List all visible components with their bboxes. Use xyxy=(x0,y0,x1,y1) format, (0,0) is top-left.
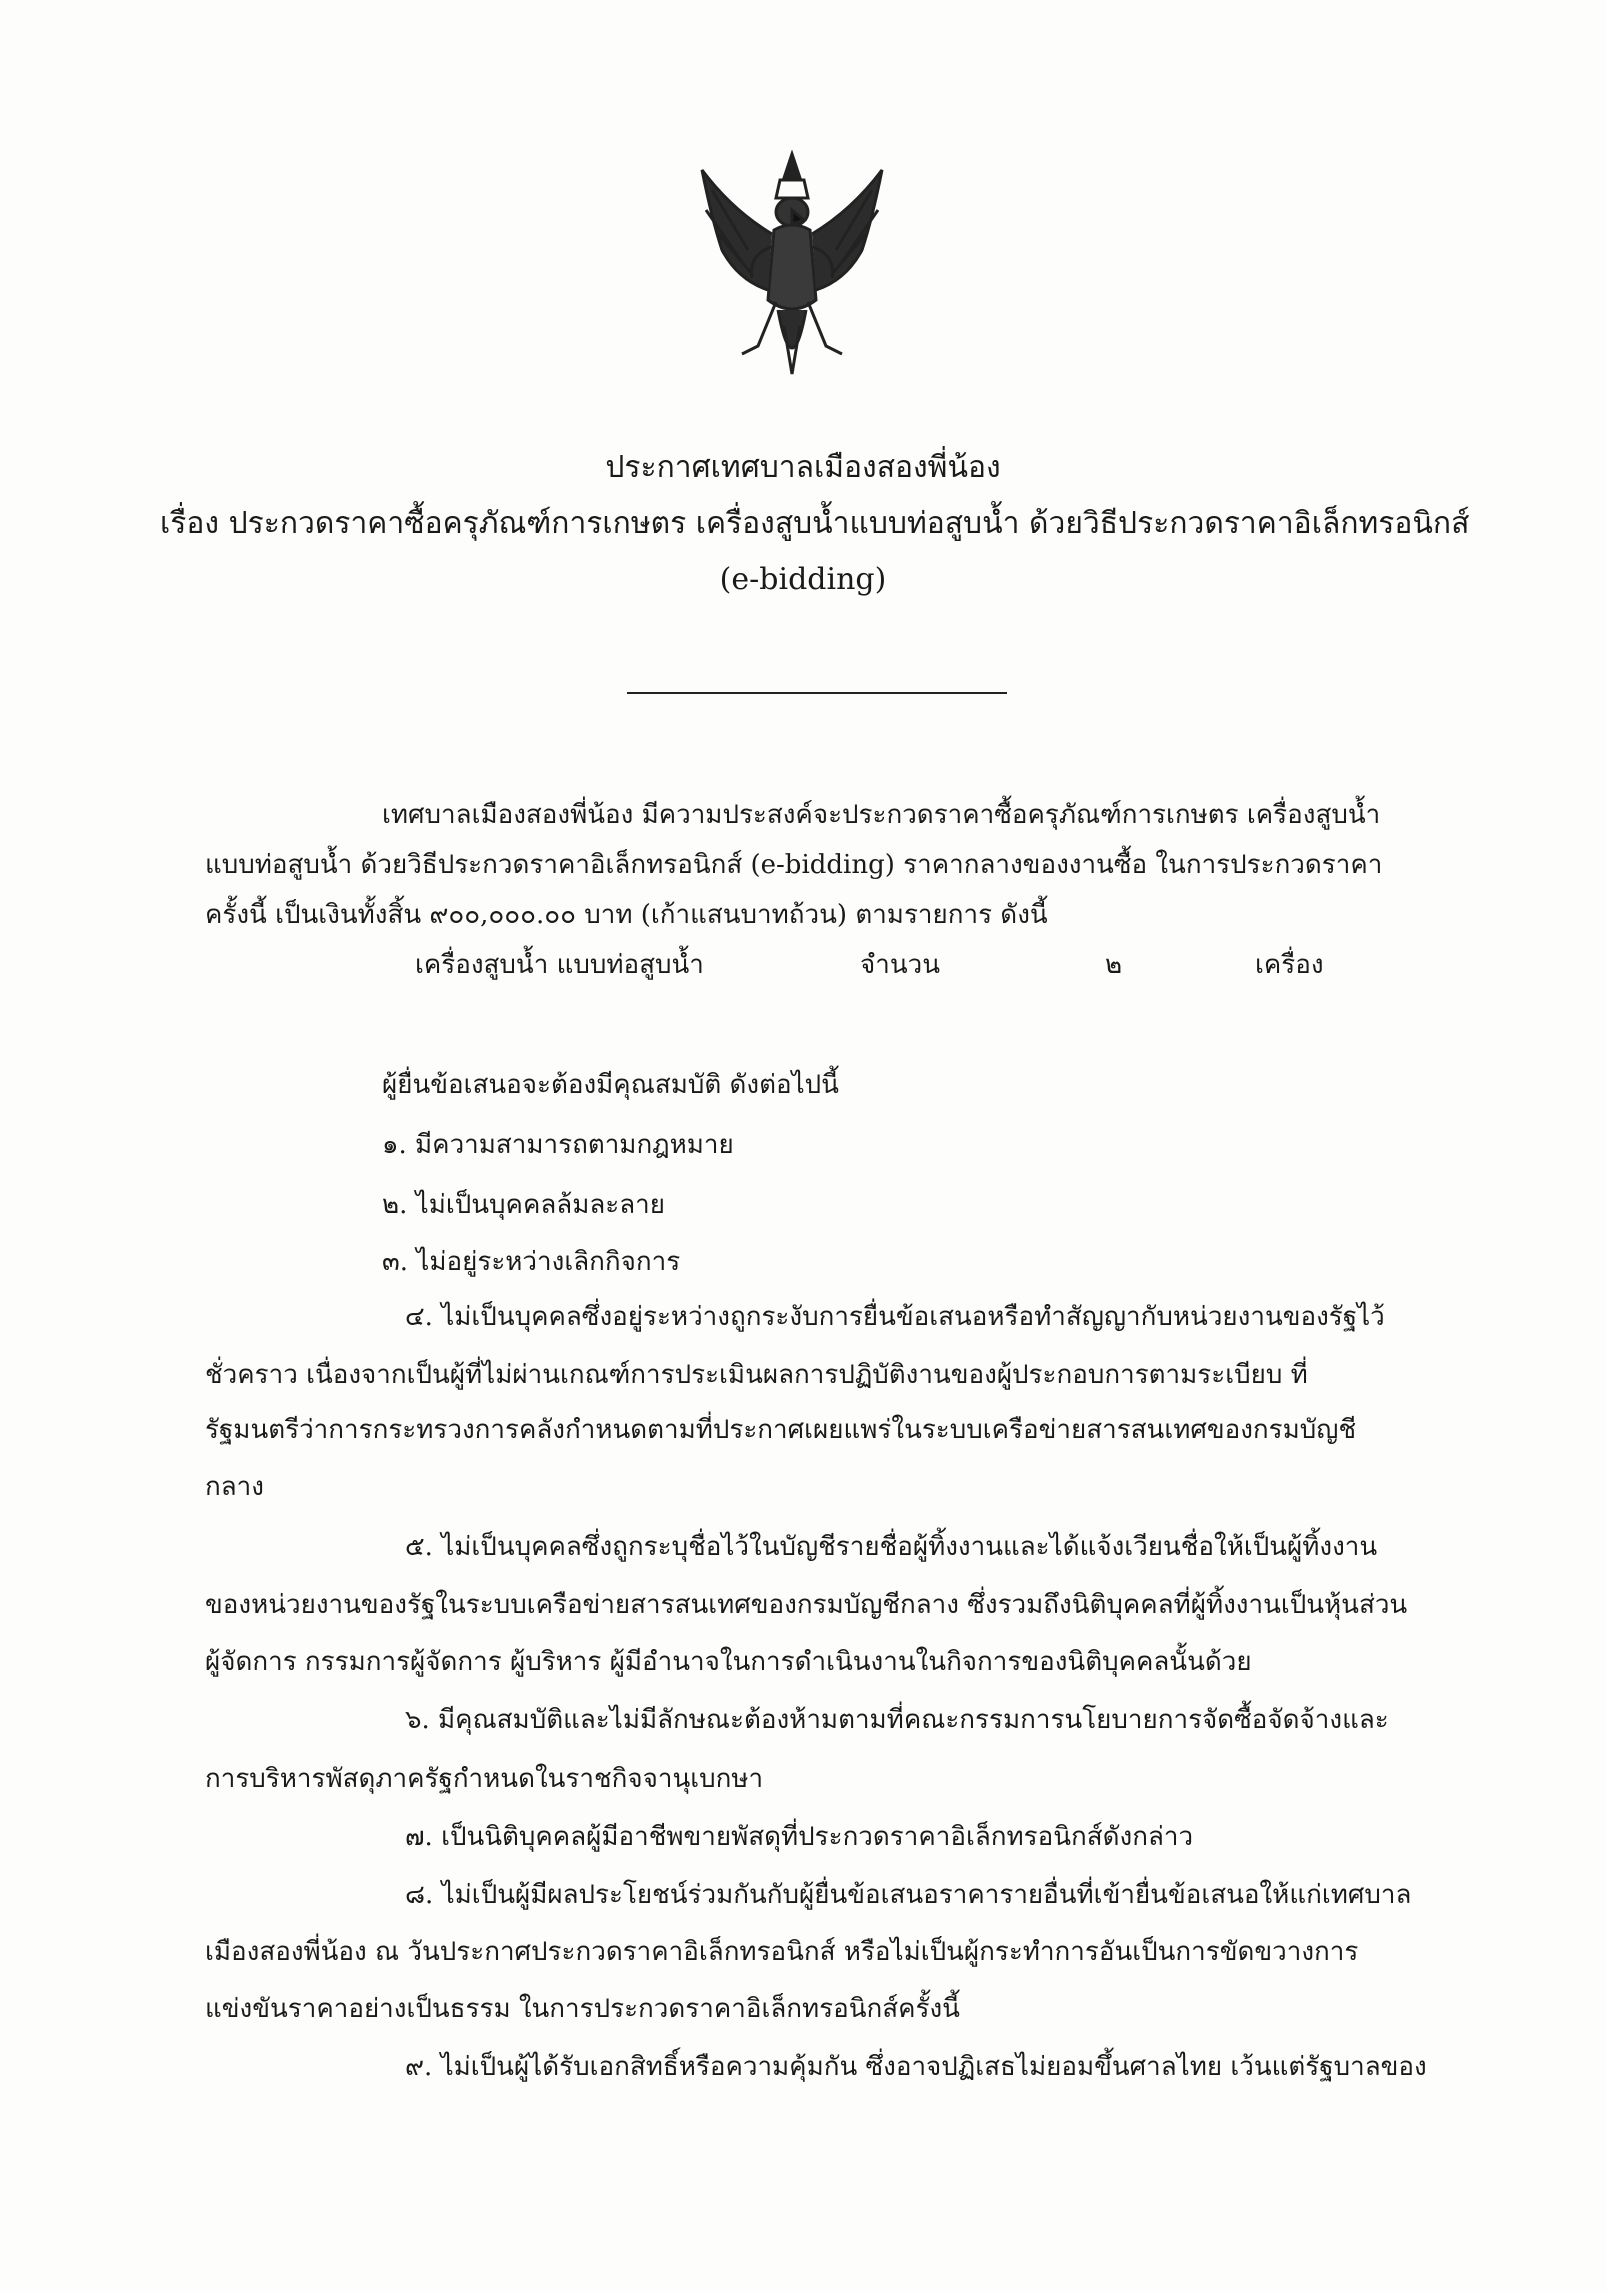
qualification-2: ๒. ไม่เป็นบุคคลล้มละลาย xyxy=(382,1190,666,1220)
qualification-8-line-3: แข่งขันราคาอย่างเป็นธรรม ในการประกวดราคาอิเล็กทรอนิกส์ครั้งนี้ xyxy=(205,1994,960,2024)
qualification-9-line-1: ๙. ไม่เป็นผู้ได้รับเอกสิทธิ์หรือความคุ้มกัน ซึ่งอาจปฏิเสธไม่ยอมขึ้นศาลไทย เว้นแต่รัฐบาลของ xyxy=(405,2052,1427,2082)
item-qty: ๒ xyxy=(1105,950,1123,980)
item-qty-label: จำนวน xyxy=(860,950,940,980)
qualification-4-line-1: ๔. ไม่เป็นบุคคลซึ่งอยู่ระหว่างถูกระงับการยื่นข้อเสนอหรือทำสัญญากับหน่วยงานของรัฐไว้ xyxy=(405,1302,1385,1332)
item-unit: เครื่อง xyxy=(1255,950,1324,980)
qualification-5-line-1: ๕. ไม่เป็นบุคคลซึ่งถูกระบุชื่อไว้ในบัญชีรายชื่อผู้ทิ้งงานและได้แจ้งเวียนชื่อให้เป็นผู้ทิ้งงาน xyxy=(405,1532,1378,1562)
qualification-5-line-2: ของหน่วยงานของรัฐในระบบเครือข่ายสารสนเทศของกรมบัญชีกลาง ซึ่งรวมถึงนิติบุคคลที่ผู้ทิ้งงานเป็นหุ้นส่วน xyxy=(205,1590,1408,1620)
qualification-6-line-1: ๖. มีคุณสมบัติและไม่มีลักษณะต้องห้ามตามที่คณะกรรมการนโยบายการจัดซื้อจัดจ้างและ xyxy=(405,1705,1389,1735)
qualification-5-line-3: ผู้จัดการ กรรมการผู้จัดการ ผู้บริหาร ผู้มีอำนาจในการดำเนินงานในกิจการของนิติบุคคลนั้นด้วย xyxy=(205,1647,1252,1677)
qualification-1: ๑. มีความสามารถตามกฎหมาย xyxy=(382,1130,734,1160)
qualification-4-line-4: กลาง xyxy=(205,1472,264,1502)
qualification-8-line-2: เมืองสองพี่น้อง ณ วันประกาศประกวดราคาอิเล็กทรอนิกส์ หรือไม่เป็นผู้กระทำการอันเป็นการขัดขวางการ xyxy=(205,1937,1359,1967)
qualification-6-line-2: การบริหารพัสดุภาครัฐกำหนดในราชกิจจานุเบกษา xyxy=(205,1764,764,1794)
intro-line-3: ครั้งนี้ เป็นเงินทั้งสิ้น ๙๐๐,๐๐๐.๐๐ บาท (เก้าแสนบาทถ้วน) ตามรายการ ดังนี้ xyxy=(205,900,1048,930)
qualification-4-line-2: ชั่วคราว เนื่องจากเป็นผู้ที่ไม่ผ่านเกณฑ์การประเมินผลการปฏิบัติงานของผู้ประกอบการตามระเบียบ ที่ xyxy=(205,1360,1308,1390)
title-divider xyxy=(627,692,1007,694)
qualification-8-line-1: ๘. ไม่เป็นผู้มีผลประโยชน์ร่วมกันกับผู้ยื่นข้อเสนอราคารายอื่นที่เข้ายื่นข้อเสนอให้แก่เทศบาล xyxy=(405,1880,1412,1910)
item-row xyxy=(0,948,1606,982)
subject-method: (e-bidding) xyxy=(719,562,887,597)
qualification-4-line-3: รัฐมนตรีว่าการกระทรวงการคลังกำหนดตามที่ประกาศเผยแพร่ในระบบเครือข่ายสารสนเทศของกรมบัญชี xyxy=(205,1415,1357,1445)
title-block xyxy=(160,440,1470,608)
qualification-3: ๓. ไม่อยู่ระหว่างเลิกกิจการ xyxy=(382,1247,681,1277)
item-name: เครื่องสูบน้ำ แบบท่อสูบน้ำ xyxy=(415,950,704,980)
qualification-7: ๗. เป็นนิติบุคคลผู้มีอาชีพขายพัสดุที่ประกวดราคาอิเล็กทรอนิกส์ดังกล่าว xyxy=(405,1822,1194,1852)
intro-line-1: เทศบาลเมืองสองพี่น้อง มีความประสงค์จะประกวดราคาซื้อครุภัณฑ์การเกษตร เครื่องสูบน้ำ xyxy=(382,800,1381,830)
garuda-emblem-icon xyxy=(692,150,892,390)
qualifications-heading: ผู้ยื่นข้อเสนอจะต้องมีคุณสมบัติ ดังต่อไปนี้ xyxy=(382,1070,839,1100)
subject-line: เรื่อง ประกวดราคาซื้อครุภัณฑ์การเกษตร เครื่องสูบน้ำแบบท่อสูบน้ำ ด้วยวิธีประกวดราคาอิเล็กทรอนิกส์ xyxy=(160,506,1470,541)
org-title: ประกาศเทศบาลเมืองสองพี่น้อง xyxy=(605,450,1001,485)
intro-line-2: แบบท่อสูบน้ำ ด้วยวิธีประกวดราคาอิเล็กทรอนิกส์ (e-bidding) ราคากลางของงานซื้อ ในการประกวดราคา xyxy=(205,850,1383,880)
